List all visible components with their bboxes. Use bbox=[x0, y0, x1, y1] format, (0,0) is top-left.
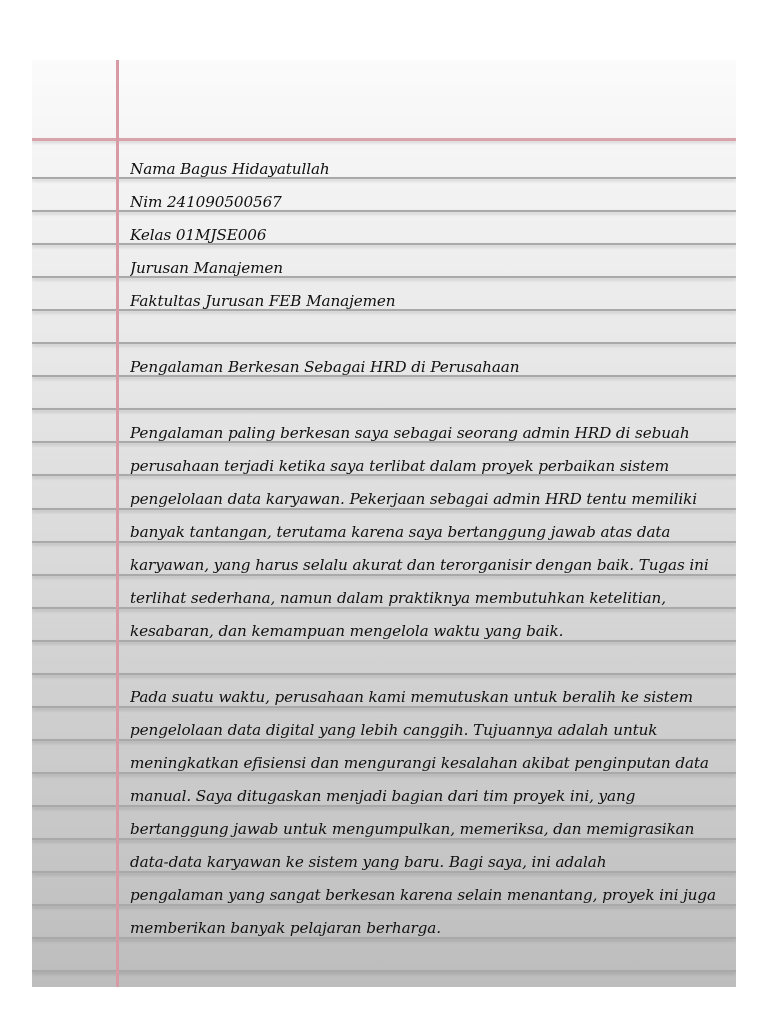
student-faculty: Faktultas Jurusan FEB Manajemen bbox=[130, 292, 396, 310]
essay-title: Pengalaman Berkesan Sebagai HRD di Perusahaan bbox=[130, 358, 520, 376]
paragraph-1-line: perusahaan terjadi ketika saya terlibat dalam proyek perbaikan sistem bbox=[130, 457, 670, 475]
paragraph-2-line: pengelolaan data digital yang lebih canggih. Tujuannya adalah untuk bbox=[130, 721, 658, 739]
paragraph-1-line: terlihat sederhana, namun dalam praktiknya membutuhkan ketelitian, bbox=[130, 589, 666, 607]
paragraph-2-line: data-data karyawan ke sistem yang baru. Bagi saya, ini adalah bbox=[130, 853, 607, 871]
notebook-page bbox=[32, 60, 736, 987]
paragraph-1-line: banyak tantangan, terutama karena saya bertanggung jawab atas data bbox=[130, 523, 671, 541]
paragraph-2-line: pengalaman yang sangat berkesan karena selain menantang, proyek ini juga bbox=[130, 886, 716, 904]
student-class: Kelas 01MJSE006 bbox=[130, 226, 267, 244]
paragraph-1-line: kesabaran, dan kemampuan mengelola waktu yang baik. bbox=[130, 622, 564, 640]
paragraph-2-line: memberikan banyak pelajaran berharga. bbox=[130, 919, 441, 937]
paragraph-1-line: pengelolaan data karyawan. Pekerjaan sebagai admin HRD tentu memiliki bbox=[130, 490, 698, 508]
top-margin-rule bbox=[32, 138, 736, 141]
paragraph-2-line: manual. Saya ditugaskan menjadi bagian dari tim proyek ini, yang bbox=[130, 787, 636, 805]
paragraph-1-line: karyawan, yang harus selalu akurat dan terorganisir dengan baik. Tugas ini bbox=[130, 556, 709, 574]
student-name: Nama Bagus Hidayatullah bbox=[130, 160, 330, 178]
ruled-line bbox=[32, 408, 736, 410]
ruled-line bbox=[32, 342, 736, 344]
paragraph-2-line: meningkatkan efisiensi dan mengurangi kesalahan akibat penginputan data bbox=[130, 754, 709, 772]
student-nim: Nim 241090500567 bbox=[130, 193, 282, 211]
ruled-line bbox=[32, 673, 736, 675]
left-margin-line bbox=[116, 60, 119, 987]
paragraph-2-line: bertanggung jawab untuk mengumpulkan, memeriksa, dan memigrasikan bbox=[130, 820, 695, 838]
paragraph-2-line: Pada suatu waktu, perusahaan kami memutuskan untuk beralih ke sistem bbox=[130, 688, 693, 706]
student-major: Jurusan Manajemen bbox=[130, 259, 283, 277]
ruled-line bbox=[32, 970, 736, 972]
paragraph-1-line: Pengalaman paling berkesan saya sebagai seorang admin HRD di sebuah bbox=[130, 424, 690, 442]
